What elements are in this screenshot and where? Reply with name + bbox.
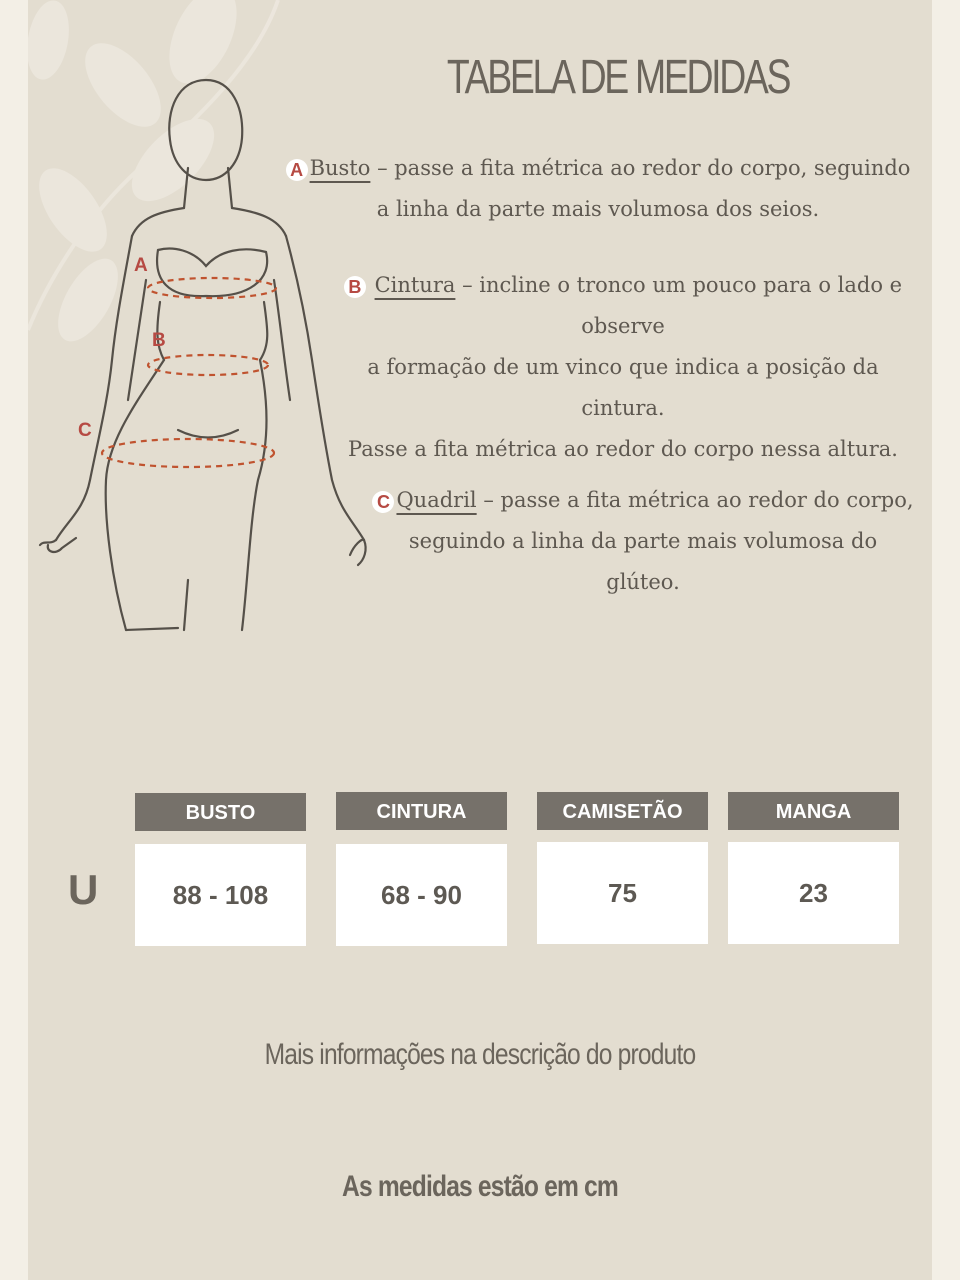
more-info-note: Mais informações na descrição do produto <box>264 1038 696 1071</box>
term-cintura: Cintura <box>374 273 456 297</box>
size-chart-card <box>28 0 932 1280</box>
value-manga: 23 <box>728 842 899 944</box>
instruction-busto-line1 <box>278 148 918 189</box>
value-busto: 88 - 108 <box>135 844 306 946</box>
instruction-busto-line2: a linha da parte mais volumosa dos seios. <box>376 197 820 221</box>
instruction-cintura-line1 <box>328 265 918 306</box>
instruction-cintura-line4: Passe a fita métrica ao redor do corpo nessa altura. <box>348 437 898 461</box>
instruction-quadril-line3: glúteo. <box>606 570 680 594</box>
figure-letter-b: B <box>152 330 166 351</box>
figure-letter-c: C <box>78 420 92 441</box>
header-cintura: CINTURA <box>336 792 507 830</box>
value-camisetao: 75 <box>537 842 708 944</box>
instruction-quadril-text1: – passe a fita métrica ao redor do corpo, <box>476 488 914 512</box>
term-quadril: Quadril <box>396 488 477 512</box>
header-busto: BUSTO <box>135 793 306 831</box>
badge-c-icon: C <box>372 491 394 513</box>
figure-letter-a: A <box>134 255 148 276</box>
badge-b-icon: B <box>344 276 366 298</box>
instruction-quadril-line2: seguindo a linha da parte mais volumosa do <box>408 529 878 553</box>
badge-a-icon: A <box>286 159 308 181</box>
instruction-busto <box>278 148 918 230</box>
instruction-cintura-text1: – incline o tronco um pouco para o lado e <box>455 273 903 297</box>
instruction-cintura-line2: observe <box>581 314 665 338</box>
value-cintura: 68 - 90 <box>336 844 507 946</box>
size-label: U <box>68 866 99 913</box>
page-title: TABELA DE MEDIDAS <box>446 51 790 104</box>
header-manga: MANGA <box>728 792 899 830</box>
units-note: As medidas estão em cm <box>342 1170 618 1203</box>
instruction-cintura-line3: a formação de um vinco que indica a posição da cintura. <box>367 355 879 420</box>
instruction-cintura <box>328 265 918 470</box>
instruction-quadril-line1 <box>368 480 918 521</box>
header-camisetao: CAMISETÃO <box>537 792 708 830</box>
instruction-quadril <box>368 480 918 603</box>
instruction-busto-text1: – passe a fita métrica ao redor do corpo, seguindo <box>370 156 911 180</box>
term-busto: Busto <box>309 156 371 180</box>
